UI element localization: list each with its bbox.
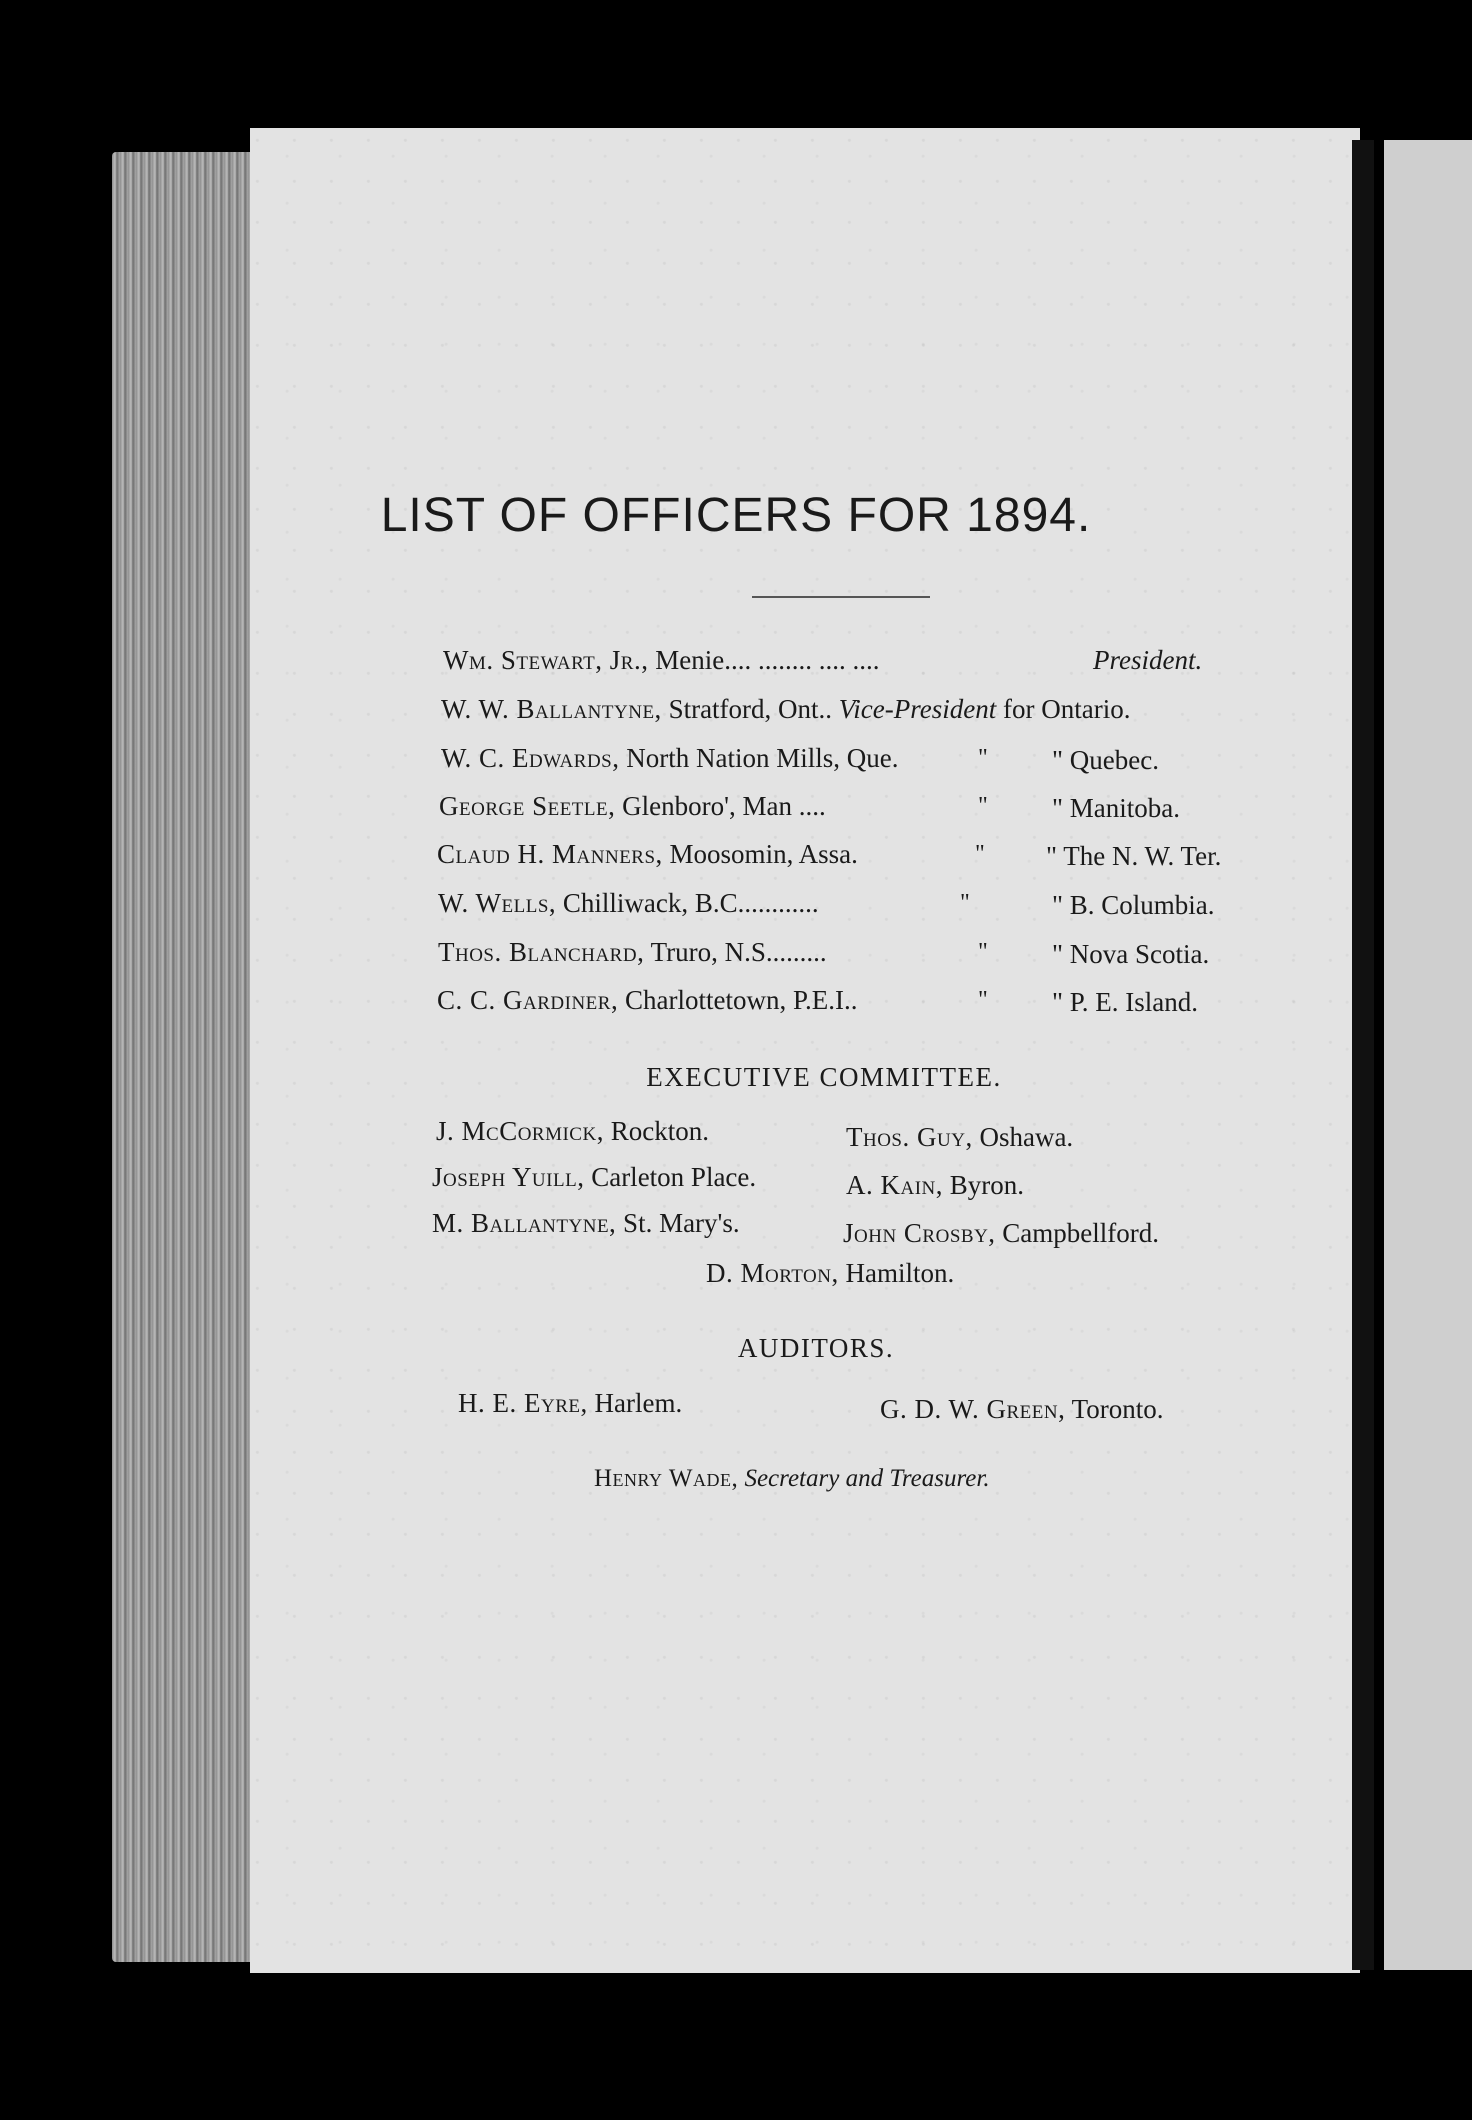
executive-member: [432, 1208, 740, 1239]
officer-name: Claud H. Manners,: [437, 839, 663, 869]
officer-region: " B. Columbia.: [1052, 890, 1215, 920]
page-edges: [112, 152, 254, 1962]
secretary-line: [594, 1465, 990, 1493]
executive-member: [846, 1170, 1024, 1201]
officer-region: " P. E. Island.: [1052, 987, 1199, 1017]
page-title: LIST OF OFFICERS FOR 1894.: [380, 489, 1092, 542]
officer-role: President.: [1093, 645, 1203, 675]
executive-member: [846, 1122, 1073, 1153]
member-name: M. Ballantyne,: [432, 1208, 617, 1238]
member-name: Joseph Yuill,: [432, 1162, 585, 1192]
facing-page-edge: [1384, 140, 1472, 1970]
officer-place: Truro, N.S: [650, 937, 766, 967]
officer-name: W. Wells,: [438, 888, 557, 918]
officer-leader: ..: [843, 985, 858, 1015]
officer-leader: .... ........ .... ....: [724, 645, 880, 675]
auditor-place: Toronto.: [1071, 1394, 1164, 1424]
executive-member: [432, 1162, 756, 1193]
officer-name: Wm. Stewart, Jr.,: [443, 645, 649, 675]
officer-region: for Ontario.: [1002, 694, 1131, 724]
gutter-shadow: [1352, 140, 1374, 1970]
officer-region: " Manitoba.: [1052, 793, 1180, 823]
officer-row: [443, 645, 879, 676]
title-rule: [752, 596, 930, 598]
member-place: Carleton Place.: [591, 1162, 757, 1192]
officer-name: W. W. Ballantyne,: [441, 694, 662, 724]
member-place: Rockton.: [610, 1116, 709, 1146]
ditto-mark: ": [960, 890, 970, 916]
secretary-name: Henry Wade,: [594, 1465, 739, 1492]
officer-row: [441, 694, 1130, 725]
auditors-heading: AUDITORS.: [737, 1333, 895, 1363]
officer-leader: ............: [737, 888, 819, 918]
member-place: Byron.: [949, 1170, 1025, 1200]
ditto-mark: ": [978, 987, 988, 1013]
officer-row: [437, 839, 858, 870]
executive-member: [706, 1258, 954, 1289]
member-place: Oshawa.: [979, 1122, 1074, 1152]
member-name: J. McCormick,: [436, 1116, 604, 1146]
officer-leader: ....: [798, 791, 826, 821]
officer-row: [439, 791, 826, 822]
member-place: St. Mary's.: [623, 1208, 740, 1238]
ditto-mark: ": [975, 841, 985, 867]
officer-region: " Quebec.: [1052, 745, 1159, 775]
officer-row: [441, 743, 898, 774]
auditor: [458, 1388, 682, 1419]
auditor: [880, 1394, 1164, 1425]
member-place: Hamilton.: [845, 1258, 955, 1288]
officer-name: Thos. Blanchard,: [438, 937, 645, 967]
officer-row: [438, 888, 819, 919]
ditto-mark: ": [978, 793, 988, 819]
officer-leader: .........: [765, 937, 827, 967]
officer-row: [437, 985, 857, 1016]
officer-place: Glenboro', Man: [622, 791, 792, 821]
book-page: [250, 128, 1360, 1973]
member-name: Thos. Guy,: [846, 1122, 973, 1152]
ditto-mark: ": [978, 939, 988, 965]
officer-place: North Nation Mills, Que.: [626, 743, 899, 773]
officer-name: C. C. Gardiner,: [437, 985, 619, 1015]
auditor-place: Harlem.: [594, 1388, 683, 1418]
officer-row: [438, 937, 827, 968]
officer-role: Vice-President: [838, 694, 997, 724]
executive-heading: EXECUTIVE COMMITTEE.: [646, 1062, 1002, 1092]
member-name: D. Morton,: [706, 1258, 839, 1288]
officer-region: " Nova Scotia.: [1052, 939, 1210, 969]
executive-member: [843, 1218, 1159, 1249]
officer-place: Menie: [655, 645, 725, 675]
officer-place: Moosomin, Assa.: [669, 839, 858, 869]
secretary-role: Secretary and Treasurer.: [744, 1465, 990, 1492]
auditor-name: H. E. Eyre,: [458, 1388, 588, 1418]
ditto-mark: ": [978, 745, 988, 771]
officer-name: W. C. Edwards,: [441, 743, 620, 773]
officer-name: George Seetle,: [439, 791, 616, 821]
officer-place: Charlottetown, P.E.I: [624, 985, 844, 1015]
officer-region: " The N. W. Ter.: [1046, 841, 1222, 871]
officer-leader: ..: [818, 694, 833, 724]
member-name: A. Kain,: [846, 1170, 944, 1200]
officer-place: Stratford, Ont: [668, 694, 819, 724]
member-place: Campbellford.: [1002, 1218, 1160, 1248]
officer-place: Chilliwack, B.C: [562, 888, 738, 918]
member-name: John Crosby,: [843, 1218, 996, 1248]
executive-member: [436, 1116, 709, 1147]
auditor-name: G. D. W. Green,: [880, 1394, 1066, 1424]
